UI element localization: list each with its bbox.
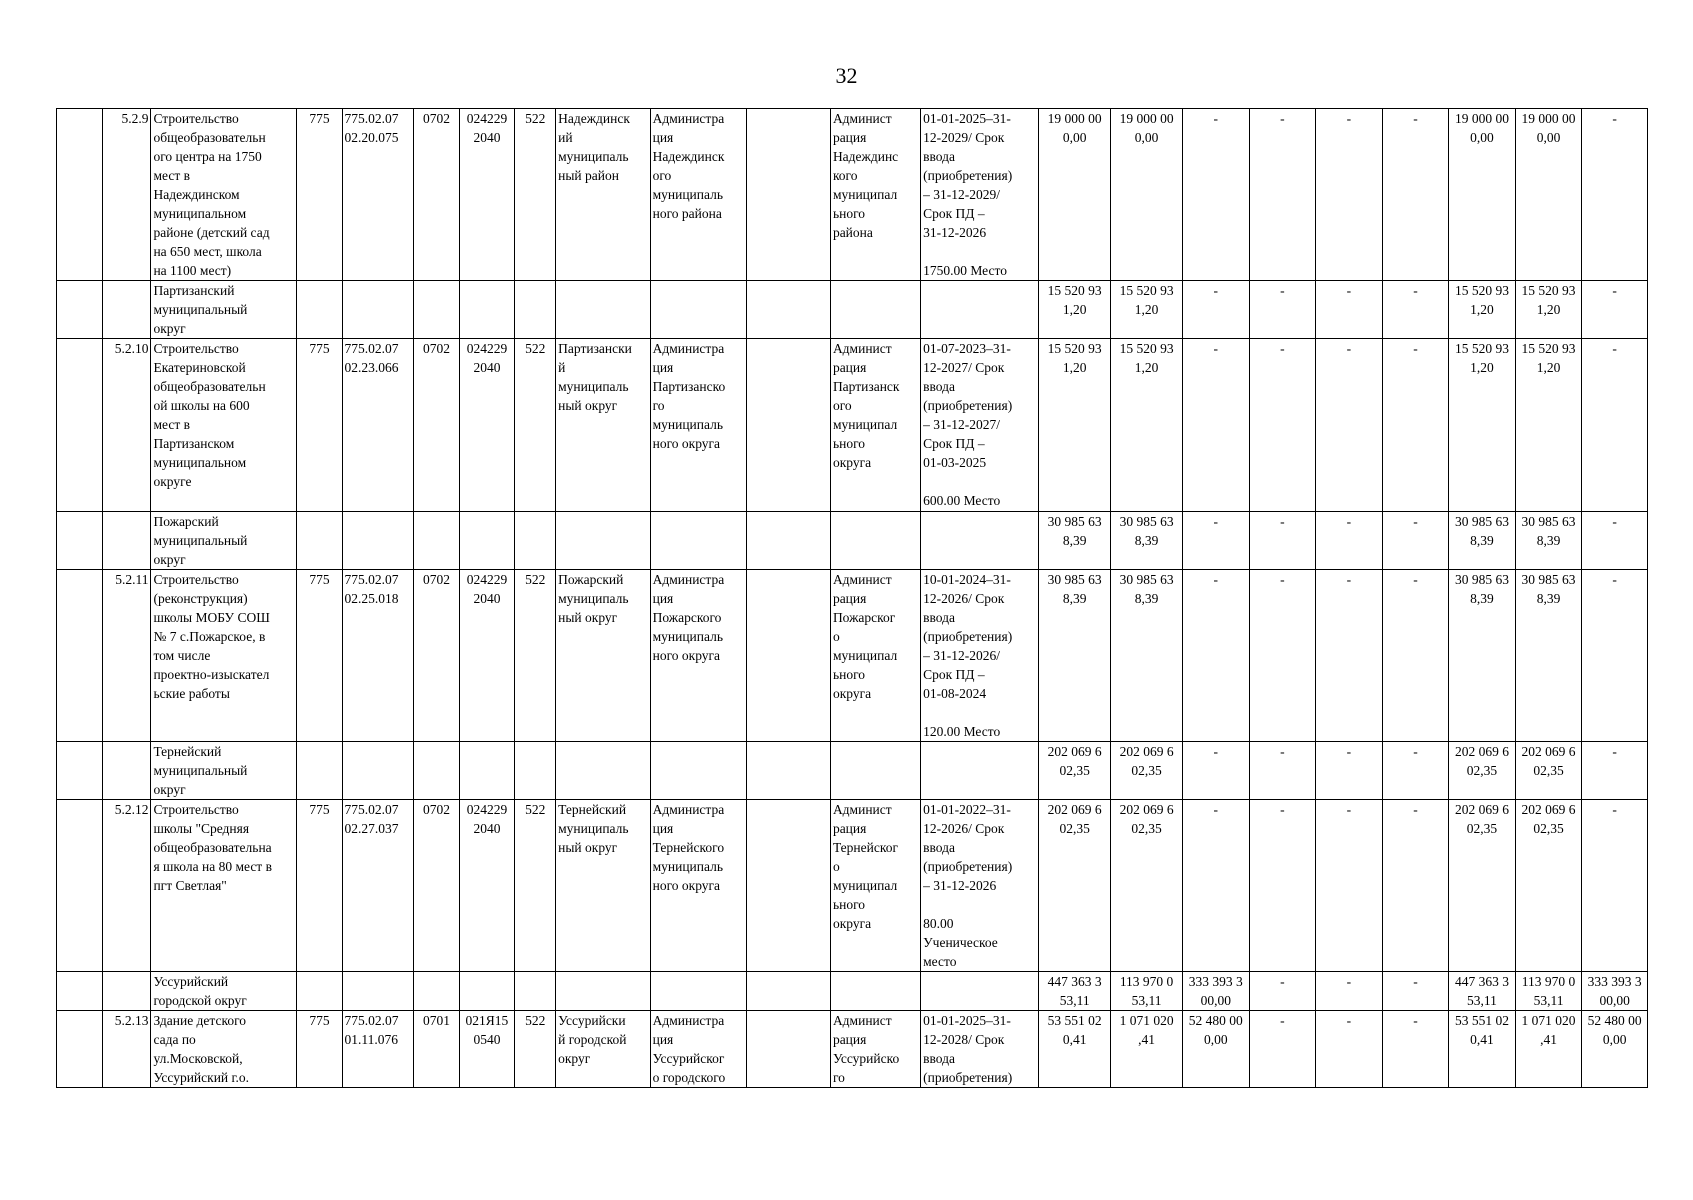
amount-1: 19 000 00 0,00: [1039, 109, 1111, 281]
period-capacity: [921, 800, 1039, 972]
empty-cell: [57, 1011, 103, 1088]
municipality: Уссурийски й городской округ: [556, 1011, 650, 1088]
amount-9: -: [1582, 800, 1648, 972]
empty-cell: [57, 281, 103, 339]
empty-cell: [747, 972, 831, 1011]
empty-cell: [747, 742, 831, 800]
empty-cell: [414, 972, 459, 1011]
object-name: Здание детского сада по ул.Московской, Уссурийский г.о.: [151, 1011, 297, 1088]
amount-4: -: [1249, 742, 1316, 800]
page-number: 32: [835, 63, 858, 88]
amount-2: 15 520 93 1,20: [1111, 339, 1183, 512]
amount-4: -: [1249, 339, 1316, 512]
recipient: Админист рация Партизанск ого муниципал ьного округа: [830, 339, 920, 512]
amount-2: 202 069 6 02,35: [1111, 800, 1183, 972]
amount-3: -: [1183, 742, 1250, 800]
amount-1: 447 363 3 53,11: [1039, 972, 1111, 1011]
amount-7: 202 069 6 02,35: [1449, 800, 1516, 972]
amount-9: -: [1582, 109, 1648, 281]
amount-4: -: [1249, 570, 1316, 742]
object-code: 775.02.07 02.25.018: [342, 570, 414, 742]
amount-3: -: [1183, 800, 1250, 972]
empty-cell: [650, 512, 747, 570]
amount-5: -: [1316, 339, 1383, 512]
amount-7: 15 520 93 1,20: [1449, 281, 1516, 339]
object-code: 775.02.07 02.27.037: [342, 800, 414, 972]
amount-2: 15 520 93 1,20: [1111, 281, 1183, 339]
recipient: Админист рация Уссурийско го: [830, 1011, 920, 1088]
amount-3: -: [1183, 570, 1250, 742]
grbs-code: 775: [297, 800, 342, 972]
capacity: 1750.00 Место: [923, 263, 1007, 278]
object-name: Строительство Екатериновской общеобразовательн ой школы на 600 мест в Партизанском муниципальном округе: [151, 339, 297, 512]
amount-6: -: [1382, 800, 1449, 972]
project-row: [57, 1011, 1648, 1088]
empty-cell: [342, 742, 414, 800]
municipality: Партизански й муниципаль ный округ: [556, 339, 650, 512]
empty-cell: [921, 972, 1039, 1011]
empty-cell: [342, 972, 414, 1011]
empty-cell: [459, 742, 515, 800]
amount-7: 19 000 00 0,00: [1449, 109, 1516, 281]
amount-6: -: [1382, 570, 1449, 742]
amount-3: -: [1183, 109, 1250, 281]
section-code: 0701: [414, 1011, 459, 1088]
amount-5: -: [1316, 1011, 1383, 1088]
amount-5: -: [1316, 742, 1383, 800]
empty-cell: [650, 972, 747, 1011]
object-code: 775.02.07 01.11.076: [342, 1011, 414, 1088]
period-capacity: [921, 109, 1039, 281]
implementation-period: 01-01-2025–31- 12-2029/ Срок ввода (приобретения) – 31-12-2029/ Срок ПД – 31-12-2026: [923, 111, 1013, 240]
empty-cell: [414, 281, 459, 339]
amount-4: -: [1249, 1011, 1316, 1088]
amount-1: 15 520 93 1,20: [1039, 281, 1111, 339]
object-name: Строительство школы "Средняя общеобразовательна я школа на 80 мест в пгт Светлая": [151, 800, 297, 972]
item-number: 5.2.13: [103, 1011, 151, 1088]
capacity: 80.00 Ученическое место: [923, 916, 998, 969]
expense-type: 522: [515, 109, 556, 281]
customer: Администра ция Партизанско го муниципаль ного округа: [650, 339, 747, 512]
amount-2: 30 985 63 8,39: [1111, 570, 1183, 742]
item-number: 5.2.11: [103, 570, 151, 742]
implementation-period: 01-01-2022–31- 12-2026/ Срок ввода (приобретения) – 31-12-2026: [923, 802, 1013, 893]
empty-cell: [921, 512, 1039, 570]
municipality: Тернейский муниципаль ный округ: [556, 800, 650, 972]
empty-cell: [747, 800, 831, 972]
empty-cell: [921, 281, 1039, 339]
amount-9: -: [1582, 339, 1648, 512]
empty-cell: [414, 512, 459, 570]
item-number: 5.2.9: [103, 109, 151, 281]
amount-3: -: [1183, 281, 1250, 339]
empty-cell: [459, 972, 515, 1011]
empty-cell: [830, 512, 920, 570]
empty-cell: [103, 972, 151, 1011]
empty-cell: [747, 570, 831, 742]
object-code: 775.02.07 02.23.066: [342, 339, 414, 512]
amount-5: -: [1316, 800, 1383, 972]
item-number: 5.2.10: [103, 339, 151, 512]
amount-6: -: [1382, 512, 1449, 570]
project-row: [57, 339, 1648, 512]
amount-8: 19 000 00 0,00: [1515, 109, 1582, 281]
section-code: 0702: [414, 109, 459, 281]
empty-cell: [747, 281, 831, 339]
amount-6: -: [1382, 742, 1449, 800]
empty-cell: [342, 512, 414, 570]
capacity: 120.00 Место: [923, 724, 1001, 739]
item-number: 5.2.12: [103, 800, 151, 972]
project-row: [57, 109, 1648, 281]
amount-7: 30 985 63 8,39: [1449, 512, 1516, 570]
grbs-code: 775: [297, 570, 342, 742]
empty-cell: [515, 972, 556, 1011]
empty-cell: [459, 512, 515, 570]
amount-6: -: [1382, 281, 1449, 339]
empty-cell: [297, 512, 342, 570]
spacer: [923, 242, 1036, 261]
period-capacity: [921, 1011, 1039, 1088]
amount-4: -: [1249, 512, 1316, 570]
group-name: Тернейский муниципальный округ: [151, 742, 297, 800]
amount-1: 15 520 93 1,20: [1039, 339, 1111, 512]
group-row: [57, 512, 1648, 570]
empty-cell: [515, 281, 556, 339]
amount-5: -: [1316, 281, 1383, 339]
recipient: Админист рация Тернейског о муниципал ьного округа: [830, 800, 920, 972]
amount-5: -: [1316, 972, 1383, 1011]
implementation-period: 10-01-2024–31- 12-2026/ Срок ввода (приобретения) – 31-12-2026/ Срок ПД – 01-08-2024: [923, 572, 1013, 701]
customer: Администра ция Тернейского муниципаль ного округа: [650, 800, 747, 972]
amount-6: -: [1382, 972, 1449, 1011]
amount-8: 202 069 6 02,35: [1515, 800, 1582, 972]
amount-4: -: [1249, 972, 1316, 1011]
amount-8: 113 970 0 53,11: [1515, 972, 1582, 1011]
amount-6: -: [1382, 1011, 1449, 1088]
amount-2: 19 000 00 0,00: [1111, 109, 1183, 281]
amount-7: 30 985 63 8,39: [1449, 570, 1516, 742]
expense-type: 522: [515, 800, 556, 972]
amount-2: 30 985 63 8,39: [1111, 512, 1183, 570]
empty-cell: [103, 281, 151, 339]
amount-9: 52 480 00 0,00: [1582, 1011, 1648, 1088]
customer: Администра ция Надеждинск ого муниципаль ного района: [650, 109, 747, 281]
expense-type: 522: [515, 339, 556, 512]
customer: Администра ция Уссурийског о городского: [650, 1011, 747, 1088]
group-name: Уссурийский городской округ: [151, 972, 297, 1011]
period-capacity: [921, 339, 1039, 512]
expense-type: 522: [515, 1011, 556, 1088]
section-code: 0702: [414, 570, 459, 742]
target-article: 021Я15 0540: [459, 1011, 515, 1088]
capacity: 600.00 Место: [923, 493, 1001, 508]
amount-5: -: [1316, 570, 1383, 742]
empty-cell: [414, 742, 459, 800]
empty-cell: [297, 972, 342, 1011]
object-name: Строительство общеобразовательн ого центра на 1750 мест в Надеждинском муниципальном районе (детский сад на 650 мест, школа на 1100 мест): [151, 109, 297, 281]
empty-cell: [57, 339, 103, 512]
amount-8: 30 985 63 8,39: [1515, 570, 1582, 742]
empty-cell: [57, 109, 103, 281]
empty-cell: [747, 1011, 831, 1088]
amount-8: 202 069 6 02,35: [1515, 742, 1582, 800]
amount-2: 1 071 020 ,41: [1111, 1011, 1183, 1088]
implementation-period: 01-01-2025–31- 12-2028/ Срок ввода (приобретения): [923, 1013, 1013, 1085]
empty-cell: [515, 512, 556, 570]
amount-6: -: [1382, 109, 1449, 281]
empty-cell: [556, 972, 650, 1011]
object-name: Строительство (реконструкция) школы МОБУ СОШ № 7 с.Пожарское, в том числе проектно-изыскател ьские работы: [151, 570, 297, 742]
empty-cell: [747, 339, 831, 512]
amount-8: 30 985 63 8,39: [1515, 512, 1582, 570]
municipality: Надеждинск ий муниципаль ный район: [556, 109, 650, 281]
project-row: [57, 570, 1648, 742]
group-row: [57, 281, 1648, 339]
spacer: [923, 703, 1036, 722]
empty-cell: [556, 512, 650, 570]
amount-7: 447 363 3 53,11: [1449, 972, 1516, 1011]
amount-2: 113 970 0 53,11: [1111, 972, 1183, 1011]
amount-3: 333 393 3 00,00: [1183, 972, 1250, 1011]
amount-7: 202 069 6 02,35: [1449, 742, 1516, 800]
object-code: 775.02.07 02.20.075: [342, 109, 414, 281]
amount-3: -: [1183, 339, 1250, 512]
amount-5: -: [1316, 109, 1383, 281]
group-name: Пожарский муниципальный округ: [151, 512, 297, 570]
empty-cell: [830, 742, 920, 800]
target-article: 024229 2040: [459, 109, 515, 281]
amount-1: 53 551 02 0,41: [1039, 1011, 1111, 1088]
amount-9: -: [1582, 570, 1648, 742]
empty-cell: [556, 742, 650, 800]
empty-cell: [650, 742, 747, 800]
empty-cell: [103, 742, 151, 800]
empty-cell: [103, 512, 151, 570]
amount-1: 30 985 63 8,39: [1039, 570, 1111, 742]
target-article: 024229 2040: [459, 339, 515, 512]
empty-cell: [57, 570, 103, 742]
empty-cell: [747, 109, 831, 281]
amount-3: -: [1183, 512, 1250, 570]
group-row: [57, 742, 1648, 800]
section-code: 0702: [414, 800, 459, 972]
amount-9: -: [1582, 742, 1648, 800]
amount-9: -: [1582, 512, 1648, 570]
empty-cell: [459, 281, 515, 339]
empty-cell: [57, 972, 103, 1011]
amount-1: 202 069 6 02,35: [1039, 742, 1111, 800]
empty-cell: [57, 742, 103, 800]
amount-7: 15 520 93 1,20: [1449, 339, 1516, 512]
grbs-code: 775: [297, 109, 342, 281]
empty-cell: [57, 512, 103, 570]
implementation-period: 01-07-2023–31- 12-2027/ Срок ввода (приобретения) – 31-12-2027/ Срок ПД – 01-03-2025: [923, 341, 1013, 470]
customer: Администра ция Пожарского муниципаль ного округа: [650, 570, 747, 742]
empty-cell: [830, 281, 920, 339]
recipient: Админист рация Надеждинс кого муниципал ьного района: [830, 109, 920, 281]
empty-cell: [921, 742, 1039, 800]
investment-table: [56, 108, 1648, 1088]
empty-cell: [515, 742, 556, 800]
empty-cell: [342, 281, 414, 339]
amount-2: 202 069 6 02,35: [1111, 742, 1183, 800]
target-article: 024229 2040: [459, 800, 515, 972]
group-row: [57, 972, 1648, 1011]
amount-8: 15 520 93 1,20: [1515, 339, 1582, 512]
amount-9: -: [1582, 281, 1648, 339]
amount-5: -: [1316, 512, 1383, 570]
amount-4: -: [1249, 800, 1316, 972]
amount-4: -: [1249, 109, 1316, 281]
amount-1: 30 985 63 8,39: [1039, 512, 1111, 570]
amount-3: 52 480 00 0,00: [1183, 1011, 1250, 1088]
group-name: Партизанский муниципальный округ: [151, 281, 297, 339]
amount-1: 202 069 6 02,35: [1039, 800, 1111, 972]
amount-9: 333 393 3 00,00: [1582, 972, 1648, 1011]
amount-4: -: [1249, 281, 1316, 339]
empty-cell: [297, 742, 342, 800]
period-capacity: [921, 570, 1039, 742]
empty-cell: [556, 281, 650, 339]
recipient: Админист рация Пожарског о муниципал ьного округа: [830, 570, 920, 742]
target-article: 024229 2040: [459, 570, 515, 742]
grbs-code: 775: [297, 339, 342, 512]
empty-cell: [830, 972, 920, 1011]
section-code: 0702: [414, 339, 459, 512]
amount-8: 1 071 020 ,41: [1515, 1011, 1582, 1088]
empty-cell: [650, 281, 747, 339]
empty-cell: [747, 512, 831, 570]
expense-type: 522: [515, 570, 556, 742]
amount-7: 53 551 02 0,41: [1449, 1011, 1516, 1088]
empty-cell: [57, 800, 103, 972]
spacer: [923, 472, 1036, 491]
spacer: [923, 895, 1036, 914]
grbs-code: 775: [297, 1011, 342, 1088]
municipality: Пожарский муниципаль ный округ: [556, 570, 650, 742]
amount-6: -: [1382, 339, 1449, 512]
project-row: [57, 800, 1648, 972]
amount-8: 15 520 93 1,20: [1515, 281, 1582, 339]
empty-cell: [297, 281, 342, 339]
